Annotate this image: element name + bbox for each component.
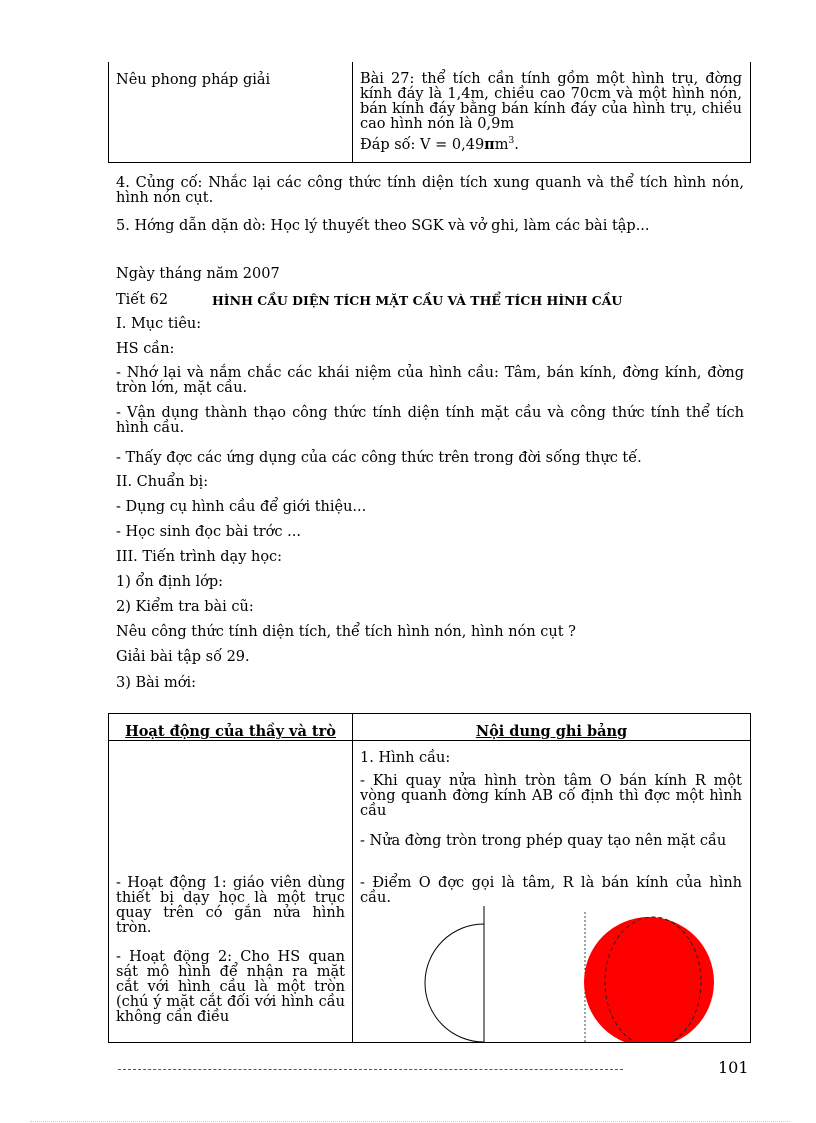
step-3: 3) Bài mới: [116,675,197,691]
section-objectives: I. Mục tiêu: [116,316,202,332]
goal-1: - Nhớ lại và nắm chắc các khái niệm của hình cầu: Tâm, bán kính, đờng kính, đờng tròn lớn, mặt cầu. [116,365,744,396]
answer-exponent: 3 [508,136,515,146]
top-table-left-border [108,62,109,162]
main-table-right-border [750,713,751,1043]
main-table-bottom-border [108,1042,751,1043]
sphere-heading: 1. Hình cầu: [360,750,451,766]
lesson-title: HÌNH CẦU DIỆN TÍCH MẶT CẦU VÀ THỂ TÍCH HÌNH CẦU [212,293,623,308]
step-1: 1) ổn định lớp: [116,574,224,590]
top-table-right-cell [360,72,742,153]
answer-end: . [514,136,519,153]
section-procedure: III. Tiến trình dạy học: [116,549,283,565]
answer-line [360,134,742,153]
top-table-left-cell: Nêu phong pháp giải [116,72,271,88]
red-sphere [584,917,714,1042]
top-table-right-border [750,62,751,162]
sphere-center-radius: - Điểm O đợc gọi là tâm, R là bán kính của hình cầu. [360,875,742,906]
main-table-top-border [108,713,751,714]
half-circle [425,924,484,1042]
step-2: 2) Kiểm tra bài cũ: [116,599,254,615]
header-teacher-student: Hoạt động của thầy và trò [125,723,336,740]
students-need: HS cần: [116,341,175,357]
header-board-content: Nội dung ghi bảng [475,723,628,740]
page-number: 101 [718,1058,749,1077]
review-question: Nêu công thức tính diện tích, thể tích hình nón, hình nón cụt ? [116,624,576,640]
sphere-definition: - Khi quay nửa hình tròn tâm O bán kính R một vòng quanh đờng kính AB cố định thì đợc một hình cầu [360,773,742,819]
answer-unit: m [494,136,509,153]
exercise-27-text: Bài 27: thể tích cần tính gồm một hình trụ, đờng kính đáy là 1,4m, chiều cao 70cm và một hình nón, bán kính đáy bằng bán kính đáy của hình trụ, chiều cao hình nón là 0,9m [360,71,742,132]
goal-2: - Vận dụng thành thạo công thức tính diện tính mặt cầu và công thức tính thể tích hình cầu. [116,405,744,436]
prep-2: - Học sinh đọc bài trớc ... [116,524,301,540]
item-4-consolidation: 4. Củng cố: Nhắc lại các công thức tính diện tích xung quanh và thể tích hình nón, hình nón cụt. [116,175,744,206]
sphere-surface: - Nửa đờng tròn trong phép quay tạo nên mặt cầu [360,833,727,849]
goal-3: - Thấy đợc các ứng dụng của các công thức trên trong đời sống thực tế. [116,450,642,466]
main-table-left-border [108,713,109,1043]
activity-1: - Hoạt động 1: giáo viên dùng thiết bị dạy học là một trục quay trên có gắn nửa hình tròn. [116,875,345,936]
item-5-homework: 5. Hớng dẫn dặn dò: Học lý thuyết theo SGK và vở ghi, làm các bài tập... [116,218,650,234]
top-table-bottom-border [108,162,751,163]
sphere-figures [353,900,749,1042]
footer-rule [118,1069,623,1070]
top-table-mid-border [352,62,353,162]
date-line: Ngày tháng năm 2007 [116,266,280,282]
main-table-header-bottom [108,740,751,741]
prep-1: - Dụng cụ hình cầu để giới thiệu... [116,499,367,515]
review-exercise: Giải bài tập số 29. [116,649,250,665]
page-edge [30,1121,790,1122]
pi-symbol: π [484,135,495,153]
lesson-number: Tiết 62 [116,292,169,308]
answer-prefix: Đáp số: V = 0,49 [360,136,485,153]
activity-2: - Hoạt động 2: Cho HS quan sát mô hình để nhận ra mặt cắt với hình cầu là một tròn (chú ý mặt cắt đối với hình cầu không cần điều [116,950,345,1025]
section-preparation: II. Chuẩn bị: [116,474,209,490]
